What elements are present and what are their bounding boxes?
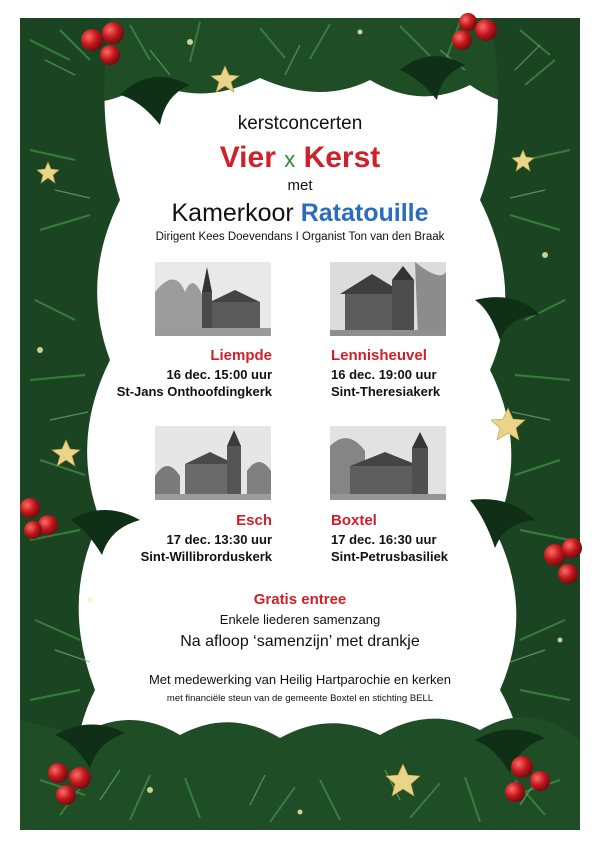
title-vier: Vier xyxy=(219,141,276,174)
concert-town: Boxtel xyxy=(331,512,377,529)
concert-town: Lennisheuvel xyxy=(331,347,427,364)
concert-church: Sint-Theresiakerk xyxy=(331,384,441,399)
choir-title xyxy=(0,196,600,230)
afterwards-note: Na afloop ‘samenzijn’ met drankje xyxy=(180,633,420,650)
free-entry: Gratis entree xyxy=(253,591,347,608)
concert-datetime: 17 dec. 13:30 uur xyxy=(166,532,272,547)
met-text: met xyxy=(287,177,313,194)
concert-church: Sint-Willibrorduskerk xyxy=(140,549,272,564)
kicker-text: kerstconcerten xyxy=(237,113,363,134)
title-kerst: Kerst xyxy=(303,141,381,174)
choir-name: Ratatouille xyxy=(300,199,429,227)
concert-liempde xyxy=(117,346,272,400)
concert-boxtel xyxy=(331,511,448,565)
support-note: met financiële steun van de gemeente Boxtel en stichting BELL xyxy=(166,693,434,704)
choir-prefix: Kamerkoor xyxy=(171,199,294,227)
church-photo-liempde xyxy=(155,262,271,336)
singalong-note: Enkele liederen samenzang xyxy=(219,612,381,627)
concert-town: Liempde xyxy=(210,347,272,364)
concert-datetime: 16 dec. 15:00 uur xyxy=(166,367,272,382)
concert-church: Sint-Petrusbasiliek xyxy=(331,549,449,564)
credits-line: Dirigent Kees Doevendans I Organist Ton van den Braak xyxy=(155,231,445,243)
concert-esch xyxy=(141,511,272,565)
concert-datetime: 16 dec. 19:00 uur xyxy=(331,367,437,382)
title-x: x xyxy=(284,147,296,172)
cooperation-note: Met medewerking van Heilig Hartparochie en kerken xyxy=(148,672,452,687)
church-photo-esch xyxy=(155,426,271,500)
church-photo-lennisheuvel xyxy=(330,262,446,336)
concert-town: Esch xyxy=(236,512,272,529)
concert-church: St-Jans Onthoofdingkerk xyxy=(116,384,272,399)
concert-datetime: 17 dec. 16:30 uur xyxy=(331,532,437,547)
event-title xyxy=(0,138,600,180)
church-photo-boxtel xyxy=(330,426,446,500)
concert-lennisheuvel xyxy=(331,346,440,400)
